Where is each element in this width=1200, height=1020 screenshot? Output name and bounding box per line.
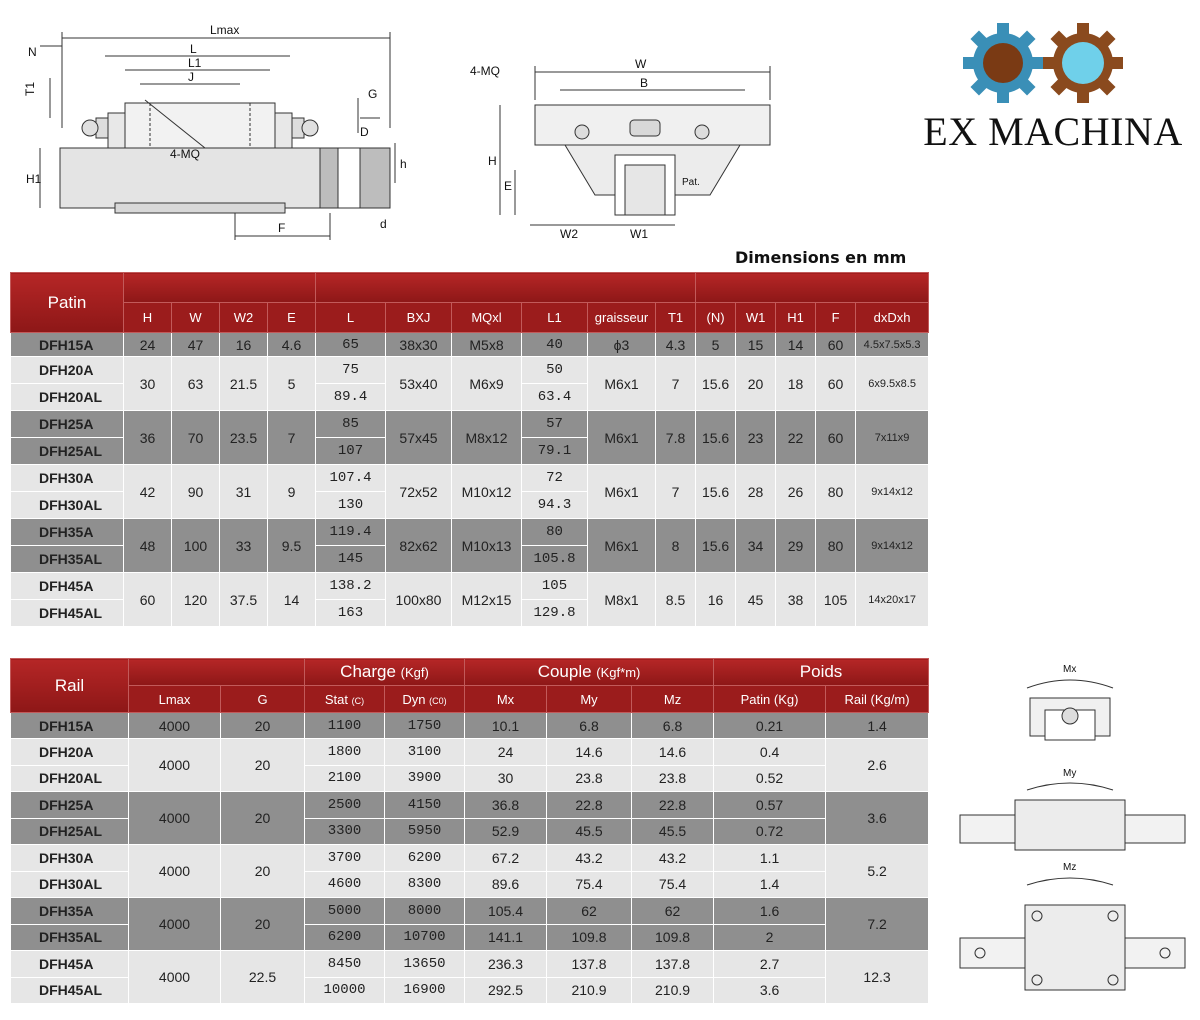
col-12: H1 bbox=[776, 303, 816, 333]
cell-rail: 5.2 bbox=[826, 845, 929, 898]
cell-mz: 210.9 bbox=[632, 977, 714, 1004]
col-dyn: Dyn (C0) bbox=[385, 686, 465, 713]
couple-header: Couple (Kgf*m) bbox=[465, 659, 714, 686]
cell-dxdxh: 7x11x9 bbox=[856, 411, 929, 465]
cell-dyn: 1750 bbox=[385, 713, 465, 739]
cell-n: 15.6 bbox=[696, 465, 736, 519]
model-name: DFH20A bbox=[11, 357, 124, 384]
table-row bbox=[11, 411, 929, 438]
table-row bbox=[11, 898, 929, 925]
cell-t1: 8.5 bbox=[656, 573, 696, 627]
logo-text: EX MACHINA bbox=[923, 109, 1183, 154]
cell-dxdxh: 9x14x12 bbox=[856, 519, 929, 573]
cell-w1: 15 bbox=[736, 333, 776, 357]
cell-mx: 36.8 bbox=[465, 792, 547, 819]
cell-h: 36 bbox=[124, 411, 172, 465]
cell-mz: 22.8 bbox=[632, 792, 714, 819]
cell-stat: 3700 bbox=[305, 845, 385, 872]
patin-group-1 bbox=[124, 273, 316, 303]
label-lmax: Lmax bbox=[210, 23, 240, 37]
cell-stat: 4600 bbox=[305, 871, 385, 898]
cell-stat: 3300 bbox=[305, 818, 385, 845]
cell-l: 75 bbox=[316, 357, 386, 384]
cell-my: 137.8 bbox=[547, 951, 632, 978]
cell-stat: 2100 bbox=[305, 765, 385, 792]
cell-bxj: 57x45 bbox=[386, 411, 452, 465]
cell-w1: 28 bbox=[736, 465, 776, 519]
label-h1: H1 bbox=[26, 172, 42, 186]
cell-mz: 6.8 bbox=[632, 713, 714, 739]
col-4: L bbox=[316, 303, 386, 333]
col-14: dxDxh bbox=[856, 303, 929, 333]
cell-my: 75.4 bbox=[547, 871, 632, 898]
rail-group-blank bbox=[129, 659, 305, 686]
col-lmax: Lmax bbox=[129, 686, 221, 713]
cell-patin: 2 bbox=[714, 924, 826, 951]
cell-w1: 23 bbox=[736, 411, 776, 465]
model-name: DFH20AL bbox=[11, 765, 129, 792]
cell-bxj: 72x52 bbox=[386, 465, 452, 519]
cell-mqxl: M10x12 bbox=[452, 465, 522, 519]
cell-h1: 14 bbox=[776, 333, 816, 357]
model-name: DFH45AL bbox=[11, 600, 124, 627]
cell-h: 60 bbox=[124, 573, 172, 627]
col-5: BXJ bbox=[386, 303, 452, 333]
cell-my: 62 bbox=[547, 898, 632, 925]
cell-w2: 33 bbox=[220, 519, 268, 573]
cell-w1: 20 bbox=[736, 357, 776, 411]
cell-graisseur: ϕ3 bbox=[588, 333, 656, 357]
cell-mx: 30 bbox=[465, 765, 547, 792]
cell-lmax: 4000 bbox=[129, 898, 221, 951]
cell-graisseur: M6x1 bbox=[588, 465, 656, 519]
cell-l: 163 bbox=[316, 600, 386, 627]
col-6: MQxl bbox=[452, 303, 522, 333]
label-d: d bbox=[380, 217, 387, 231]
cell-my: 14.6 bbox=[547, 739, 632, 766]
cell-f: 105 bbox=[816, 573, 856, 627]
cell-patin: 0.21 bbox=[714, 713, 826, 739]
col-9: T1 bbox=[656, 303, 696, 333]
cell-w1: 34 bbox=[736, 519, 776, 573]
cell-my: 109.8 bbox=[547, 924, 632, 951]
cell-w: 100 bbox=[172, 519, 220, 573]
cell-dyn: 8300 bbox=[385, 871, 465, 898]
table-row bbox=[11, 792, 929, 819]
cell-stat: 1100 bbox=[305, 713, 385, 739]
col-11: W1 bbox=[736, 303, 776, 333]
label-l: L bbox=[190, 42, 197, 56]
table-row bbox=[11, 519, 929, 546]
col-g: G bbox=[221, 686, 305, 713]
col-mz: Mz bbox=[632, 686, 714, 713]
cell-l: 89.4 bbox=[316, 384, 386, 411]
table-row bbox=[11, 845, 929, 872]
cell-patin: 1.6 bbox=[714, 898, 826, 925]
cell-mx: 52.9 bbox=[465, 818, 547, 845]
cell-patin: 1.4 bbox=[714, 871, 826, 898]
cell-rail: 12.3 bbox=[826, 951, 929, 1004]
cell-bxj: 38x30 bbox=[386, 333, 452, 357]
label-n: N bbox=[28, 45, 37, 59]
col-my: My bbox=[547, 686, 632, 713]
patin-title: Patin bbox=[11, 273, 124, 333]
units-label: Dimensions en mm bbox=[735, 248, 907, 267]
cell-l1: 63.4 bbox=[522, 384, 588, 411]
cell-mx: 236.3 bbox=[465, 951, 547, 978]
cell-patin: 2.7 bbox=[714, 951, 826, 978]
cell-bxj: 53x40 bbox=[386, 357, 452, 411]
cell-mz: 43.2 bbox=[632, 845, 714, 872]
cell-mqxl: M8x12 bbox=[452, 411, 522, 465]
cell-patin: 0.52 bbox=[714, 765, 826, 792]
cell-f: 60 bbox=[816, 411, 856, 465]
cell-graisseur: M8x1 bbox=[588, 573, 656, 627]
model-name: DFH45A bbox=[11, 573, 124, 600]
cell-my: 210.9 bbox=[547, 977, 632, 1004]
moment-diagrams bbox=[955, 660, 1190, 1010]
table-row bbox=[11, 465, 929, 492]
cell-f: 80 bbox=[816, 465, 856, 519]
cell-patin: 0.4 bbox=[714, 739, 826, 766]
cell-w: 120 bbox=[172, 573, 220, 627]
col-10: (N) bbox=[696, 303, 736, 333]
cell-mz: 45.5 bbox=[632, 818, 714, 845]
cell-l: 85 bbox=[316, 411, 386, 438]
cell-mqxl: M5x8 bbox=[452, 333, 522, 357]
side-view-drawing bbox=[20, 18, 420, 248]
cell-l: 107 bbox=[316, 438, 386, 465]
model-name: DFH30A bbox=[11, 845, 129, 872]
cell-w: 47 bbox=[172, 333, 220, 357]
cell-mx: 141.1 bbox=[465, 924, 547, 951]
rail-title: Rail bbox=[11, 659, 129, 713]
cell-l: 145 bbox=[316, 546, 386, 573]
cell-mqxl: M12x15 bbox=[452, 573, 522, 627]
table-row bbox=[11, 951, 929, 978]
cell-lmax: 4000 bbox=[129, 792, 221, 845]
cell-bxj: 82x62 bbox=[386, 519, 452, 573]
cell-stat: 10000 bbox=[305, 977, 385, 1004]
cell-mx: 67.2 bbox=[465, 845, 547, 872]
cell-mz: 75.4 bbox=[632, 871, 714, 898]
cell-e: 7 bbox=[268, 411, 316, 465]
cell-h1: 18 bbox=[776, 357, 816, 411]
model-name: DFH35AL bbox=[11, 924, 129, 951]
cell-patin: 1.1 bbox=[714, 845, 826, 872]
cell-e: 4.6 bbox=[268, 333, 316, 357]
cell-w: 63 bbox=[172, 357, 220, 411]
label-h: h bbox=[400, 157, 407, 171]
cell-my: 45.5 bbox=[547, 818, 632, 845]
cell-n: 15.6 bbox=[696, 411, 736, 465]
table-row bbox=[11, 573, 929, 600]
cell-stat: 2500 bbox=[305, 792, 385, 819]
gears-icon bbox=[918, 20, 1188, 110]
col-1: W bbox=[172, 303, 220, 333]
cell-l: 65 bbox=[316, 333, 386, 357]
ex-machina-logo bbox=[918, 20, 1188, 160]
cell-mz: 23.8 bbox=[632, 765, 714, 792]
cell-t1: 7 bbox=[656, 357, 696, 411]
cell-l1: 40 bbox=[522, 333, 588, 357]
label-j: J bbox=[188, 70, 194, 84]
label-w1: W1 bbox=[630, 227, 648, 240]
cell-stat: 8450 bbox=[305, 951, 385, 978]
col-0: H bbox=[124, 303, 172, 333]
rail-table bbox=[10, 658, 929, 1004]
cell-l: 130 bbox=[316, 492, 386, 519]
cell-mx: 292.5 bbox=[465, 977, 547, 1004]
col-rail-kgm: Rail (Kg/m) bbox=[826, 686, 929, 713]
cell-t1: 7 bbox=[656, 465, 696, 519]
cell-h1: 26 bbox=[776, 465, 816, 519]
table-row bbox=[11, 713, 929, 739]
cell-n: 16 bbox=[696, 573, 736, 627]
cell-e: 5 bbox=[268, 357, 316, 411]
cell-mx: 89.6 bbox=[465, 871, 547, 898]
label-pat: Pat. bbox=[682, 177, 700, 188]
cell-l1: 129.8 bbox=[522, 600, 588, 627]
cell-h: 48 bbox=[124, 519, 172, 573]
cell-rail: 7.2 bbox=[826, 898, 929, 951]
col-mx: Mx bbox=[465, 686, 547, 713]
cell-dyn: 4150 bbox=[385, 792, 465, 819]
cell-mx: 10.1 bbox=[465, 713, 547, 739]
cell-stat: 6200 bbox=[305, 924, 385, 951]
cell-lmax: 4000 bbox=[129, 739, 221, 792]
cell-rail: 2.6 bbox=[826, 739, 929, 792]
cell-dyn: 16900 bbox=[385, 977, 465, 1004]
cell-patin: 0.72 bbox=[714, 818, 826, 845]
cell-w2: 37.5 bbox=[220, 573, 268, 627]
cell-mz: 62 bbox=[632, 898, 714, 925]
label-mz-diagram: Mz bbox=[1063, 862, 1077, 873]
cell-dyn: 3100 bbox=[385, 739, 465, 766]
table-row bbox=[11, 739, 929, 766]
model-name: DFH25A bbox=[11, 411, 124, 438]
cell-t1: 7.8 bbox=[656, 411, 696, 465]
cell-l1: 72 bbox=[522, 465, 588, 492]
table-row bbox=[11, 357, 929, 384]
model-name: DFH45AL bbox=[11, 977, 129, 1004]
cell-dxdxh: 14x20x17 bbox=[856, 573, 929, 627]
model-name: DFH15A bbox=[11, 333, 124, 357]
cell-my: 6.8 bbox=[547, 713, 632, 739]
patin-group-3 bbox=[696, 273, 929, 303]
cell-lmax: 4000 bbox=[129, 845, 221, 898]
cell-l1: 80 bbox=[522, 519, 588, 546]
cell-g: 20 bbox=[221, 898, 305, 951]
cell-l1: 79.1 bbox=[522, 438, 588, 465]
cell-w2: 23.5 bbox=[220, 411, 268, 465]
cell-dxdxh: 9x14x12 bbox=[856, 465, 929, 519]
cell-h: 42 bbox=[124, 465, 172, 519]
cell-t1: 4.3 bbox=[656, 333, 696, 357]
label-g: G bbox=[368, 87, 378, 101]
poids-header: Poids bbox=[714, 659, 929, 686]
cell-g: 20 bbox=[221, 792, 305, 845]
cell-dyn: 13650 bbox=[385, 951, 465, 978]
model-name: DFH45A bbox=[11, 951, 129, 978]
model-name: DFH35A bbox=[11, 519, 124, 546]
cell-l1: 105 bbox=[522, 573, 588, 600]
cell-t1: 8 bbox=[656, 519, 696, 573]
label-t1: T1 bbox=[23, 81, 37, 96]
cell-g: 20 bbox=[221, 713, 305, 739]
label-w2: W2 bbox=[560, 227, 578, 240]
cell-dyn: 3900 bbox=[385, 765, 465, 792]
col-2: W2 bbox=[220, 303, 268, 333]
cell-l: 138.2 bbox=[316, 573, 386, 600]
model-name: DFH25AL bbox=[11, 438, 124, 465]
cell-rail: 1.4 bbox=[826, 713, 929, 739]
front-view-drawing bbox=[470, 50, 790, 240]
cell-mz: 137.8 bbox=[632, 951, 714, 978]
cell-l1: 50 bbox=[522, 357, 588, 384]
cell-graisseur: M6x1 bbox=[588, 519, 656, 573]
cell-lmax: 4000 bbox=[129, 713, 221, 739]
label-h-front: H bbox=[488, 154, 497, 168]
cell-h1: 29 bbox=[776, 519, 816, 573]
cell-w2: 31 bbox=[220, 465, 268, 519]
model-name: DFH30AL bbox=[11, 871, 129, 898]
cell-w2: 21.5 bbox=[220, 357, 268, 411]
cell-my: 22.8 bbox=[547, 792, 632, 819]
label-l1: L1 bbox=[188, 56, 202, 70]
cell-l: 107.4 bbox=[316, 465, 386, 492]
table-row bbox=[11, 333, 929, 357]
cell-h1: 38 bbox=[776, 573, 816, 627]
cell-mz: 14.6 bbox=[632, 739, 714, 766]
model-name: DFH25AL bbox=[11, 818, 129, 845]
cell-dxdxh: 4.5x7.5x5.3 bbox=[856, 333, 929, 357]
cell-mqxl: M6x9 bbox=[452, 357, 522, 411]
cell-h: 30 bbox=[124, 357, 172, 411]
cell-w: 70 bbox=[172, 411, 220, 465]
cell-bxj: 100x80 bbox=[386, 573, 452, 627]
col-stat: Stat (C) bbox=[305, 686, 385, 713]
cell-w: 90 bbox=[172, 465, 220, 519]
cell-mx: 105.4 bbox=[465, 898, 547, 925]
model-name: DFH15A bbox=[11, 713, 129, 739]
cell-graisseur: M6x1 bbox=[588, 411, 656, 465]
cell-patin: 3.6 bbox=[714, 977, 826, 1004]
cell-dyn: 8000 bbox=[385, 898, 465, 925]
label-e: E bbox=[504, 179, 513, 193]
cell-stat: 5000 bbox=[305, 898, 385, 925]
cell-w2: 16 bbox=[220, 333, 268, 357]
cell-g: 20 bbox=[221, 845, 305, 898]
cell-rail: 3.6 bbox=[826, 792, 929, 845]
cell-h: 24 bbox=[124, 333, 172, 357]
label-b: B bbox=[640, 76, 649, 90]
cell-f: 80 bbox=[816, 519, 856, 573]
cell-patin: 0.57 bbox=[714, 792, 826, 819]
model-name: DFH30AL bbox=[11, 492, 124, 519]
cell-dxdxh: 6x9.5x8.5 bbox=[856, 357, 929, 411]
label-w: W bbox=[635, 57, 647, 71]
col-8: graisseur bbox=[588, 303, 656, 333]
cell-n: 15.6 bbox=[696, 357, 736, 411]
label-mx-diagram: Mx bbox=[1063, 664, 1077, 675]
cell-stat: 1800 bbox=[305, 739, 385, 766]
model-name: DFH25A bbox=[11, 792, 129, 819]
cell-my: 23.8 bbox=[547, 765, 632, 792]
model-name: DFH30A bbox=[11, 465, 124, 492]
model-name: DFH20AL bbox=[11, 384, 124, 411]
model-name: DFH20A bbox=[11, 739, 129, 766]
cell-lmax: 4000 bbox=[129, 951, 221, 1004]
col-7: L1 bbox=[522, 303, 588, 333]
cell-e: 9 bbox=[268, 465, 316, 519]
cell-graisseur: M6x1 bbox=[588, 357, 656, 411]
cell-dyn: 5950 bbox=[385, 818, 465, 845]
cell-w1: 45 bbox=[736, 573, 776, 627]
cell-g: 22.5 bbox=[221, 951, 305, 1004]
label-4mq: 4-MQ bbox=[170, 147, 200, 161]
cell-e: 14 bbox=[268, 573, 316, 627]
charge-header: Charge (Kgf) bbox=[305, 659, 465, 686]
cell-dyn: 10700 bbox=[385, 924, 465, 951]
cell-h1: 22 bbox=[776, 411, 816, 465]
cell-mz: 109.8 bbox=[632, 924, 714, 951]
label-my-diagram: My bbox=[1063, 768, 1077, 779]
cell-g: 20 bbox=[221, 739, 305, 792]
cell-mx: 24 bbox=[465, 739, 547, 766]
cell-f: 60 bbox=[816, 357, 856, 411]
patin-table bbox=[10, 272, 929, 627]
cell-l1: 105.8 bbox=[522, 546, 588, 573]
model-name: DFH35AL bbox=[11, 546, 124, 573]
cell-l1: 57 bbox=[522, 411, 588, 438]
cell-mqxl: M10x13 bbox=[452, 519, 522, 573]
cell-n: 15.6 bbox=[696, 519, 736, 573]
label-d-upper: D bbox=[360, 125, 369, 139]
patin-group-2 bbox=[316, 273, 696, 303]
cell-l: 119.4 bbox=[316, 519, 386, 546]
cell-n: 5 bbox=[696, 333, 736, 357]
cell-l1: 94.3 bbox=[522, 492, 588, 519]
col-3: E bbox=[268, 303, 316, 333]
cell-dyn: 6200 bbox=[385, 845, 465, 872]
col-13: F bbox=[816, 303, 856, 333]
label-f: F bbox=[278, 221, 286, 235]
label-4mq-front: 4-MQ bbox=[470, 64, 500, 78]
model-name: DFH35A bbox=[11, 898, 129, 925]
cell-f: 60 bbox=[816, 333, 856, 357]
cell-e: 9.5 bbox=[268, 519, 316, 573]
col-patin-kg: Patin (Kg) bbox=[714, 686, 826, 713]
cell-my: 43.2 bbox=[547, 845, 632, 872]
